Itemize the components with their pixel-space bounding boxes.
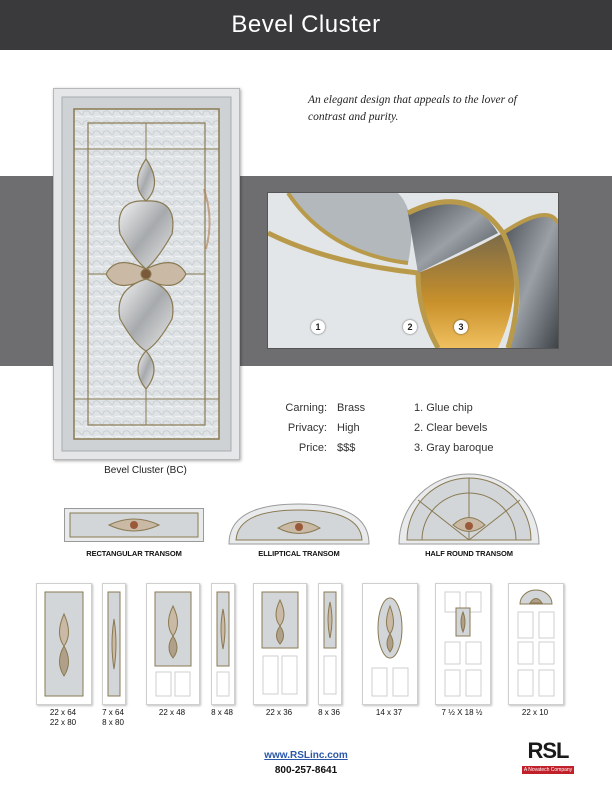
tagline: An elegant design that appeals to the lover of contrast and purity.	[308, 94, 517, 123]
glass-type-3: 3. Gray baroque	[414, 442, 494, 454]
rsl-logo	[522, 738, 574, 776]
door-thumb-14x37	[362, 583, 418, 705]
elliptical-transom-image	[228, 503, 370, 545]
spec-label: Price:	[298, 442, 327, 454]
glass-detail-image	[267, 192, 559, 349]
door-thumb-22x64	[36, 583, 92, 705]
logo-text: RSL	[527, 738, 569, 763]
door-size-label: 7 ½ X 18 ½	[441, 708, 483, 717]
door-size-label: 7 x 64 8 x 80	[102, 708, 124, 727]
phone-number: 800-257-8641	[274, 765, 338, 776]
spec-label: Carning:	[285, 402, 327, 414]
door-thumb-22x48	[146, 583, 200, 705]
door-size-label: 22 x 10	[521, 708, 549, 717]
door-thumb-22x36	[253, 583, 307, 705]
half-round-transom-image	[398, 470, 540, 545]
door-size-label: 8 x 36	[318, 708, 340, 717]
glass-types-list	[414, 398, 494, 458]
website-link[interactable]: www.RSLinc.com	[264, 750, 348, 761]
main-door-image	[53, 88, 240, 460]
detail-marker-3: 3	[454, 320, 468, 334]
door-size-label: 14 x 37	[375, 708, 403, 717]
main-door-caption: Bevel Cluster (BC)	[104, 465, 187, 476]
spec-value: Brass	[337, 402, 366, 414]
door-size-label: 8 x 48	[211, 708, 233, 717]
door-thumb-7x64	[102, 583, 126, 705]
spec-label: Privacy:	[287, 422, 327, 434]
spec-value: High	[337, 422, 360, 434]
door-thumb-22x10	[508, 583, 564, 705]
door-size-label: 22 x 36	[265, 708, 293, 717]
door-size-label: 22 x 48	[158, 708, 186, 717]
rectangular-transom-caption: RECTANGULAR TRANSOM	[86, 549, 182, 558]
detail-marker-2: 2	[403, 320, 417, 334]
page-title: Bevel Cluster	[231, 11, 381, 38]
page-header	[0, 0, 612, 50]
glass-type-1: 1. Glue chip	[414, 402, 473, 414]
door-thumb-8x48	[211, 583, 235, 705]
glass-type-2: 2. Clear bevels	[414, 422, 488, 434]
rectangular-transom-image	[64, 508, 204, 542]
door-size-label: 22 x 64 22 x 80	[49, 708, 77, 727]
door-thumb-8x36	[318, 583, 342, 705]
half-round-transom-caption: HALF ROUND TRANSOM	[425, 549, 513, 558]
elliptical-transom-caption: ELLIPTICAL TRANSOM	[258, 549, 340, 558]
logo-subtext: A Novatech Company	[523, 767, 573, 773]
spec-value: $$$	[337, 442, 356, 454]
detail-marker-1: 1	[311, 320, 325, 334]
door-thumb-7-5x18-5	[435, 583, 491, 705]
